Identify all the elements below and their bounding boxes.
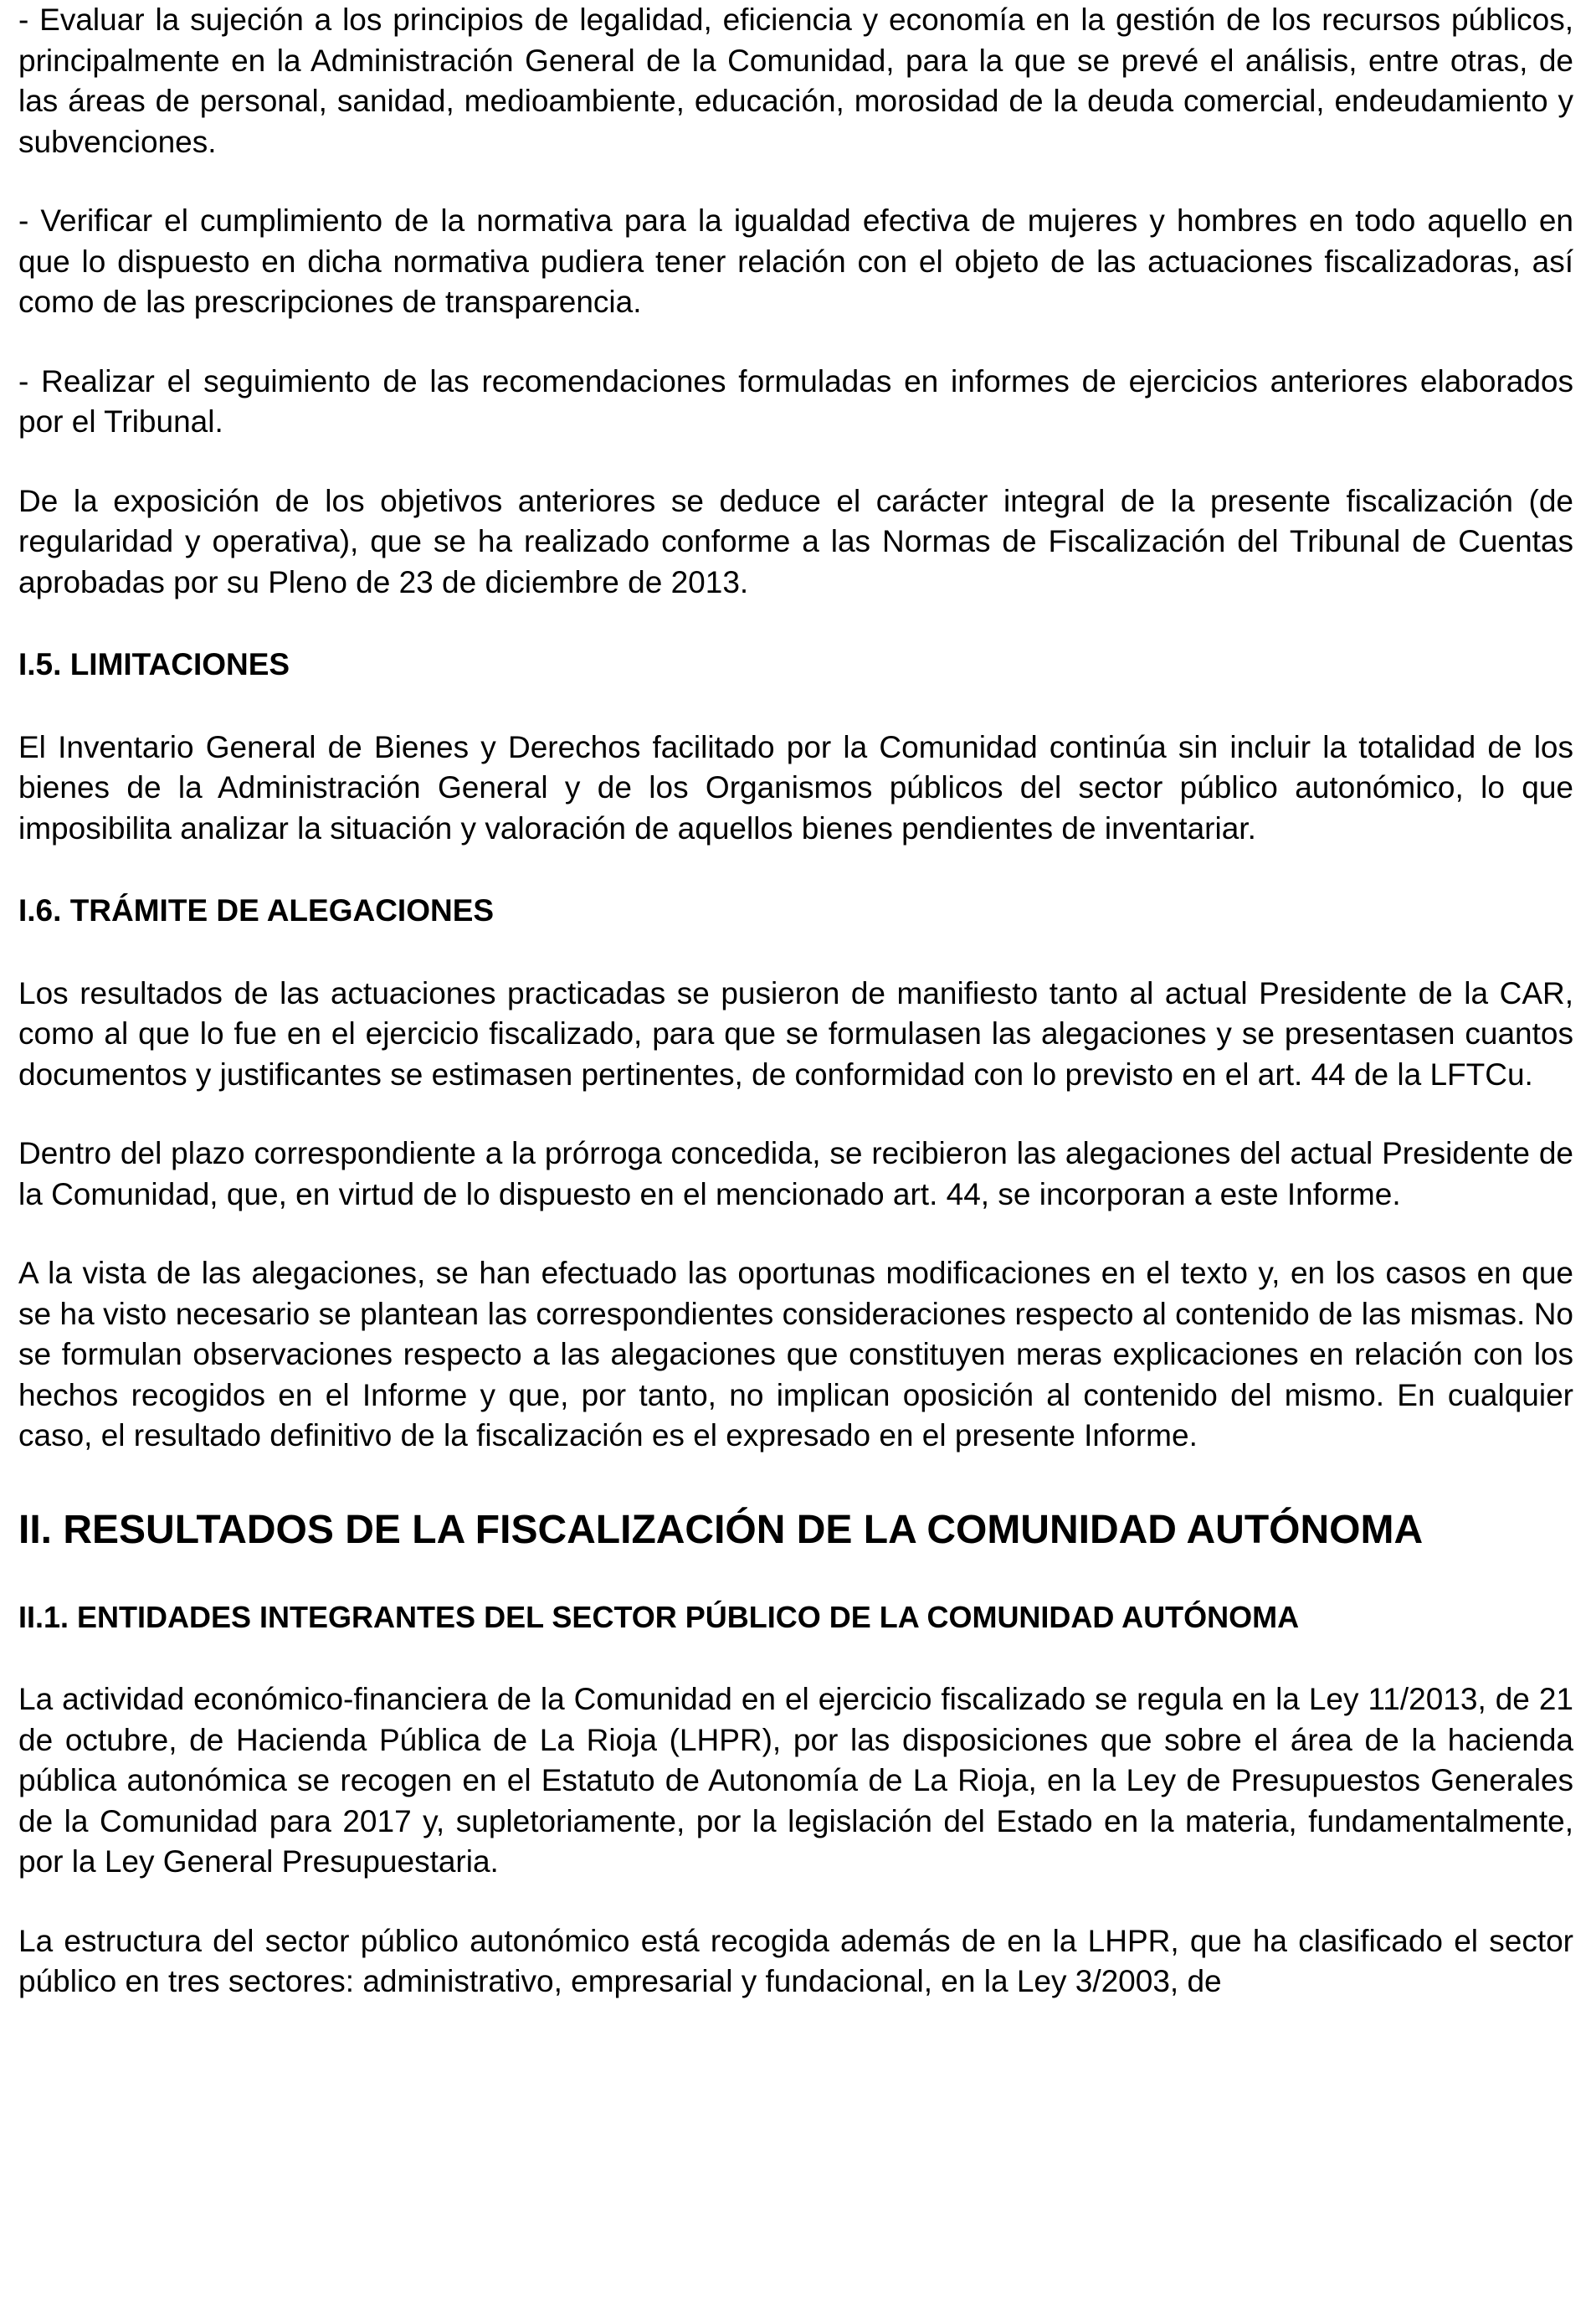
alegaciones-paragraph-1: Los resultados de las actuaciones practicadas se pusieron de manifiesto tanto al actual Presidente de la CAR, como al que lo fue en el ejercicio fiscalizado, para que se formulasen las alegaciones y se presentasen cuantos documentos y justificantes se estimasen pertinentes, de conformidad con lo previsto en el art. 44 de la LFTCu. <box>18 975 1573 1092</box>
objective-legality-paragraph: - Evaluar la sujeción a los principios de legalidad, eficiencia y economía en la gestión de los recursos públicos, principalmente en la Administración General de la Comunidad, para la que se prevé el análisis, entre otras, de las áreas de personal, sanidad, medioambiente, educación, morosidad de la deuda comercial, endeudamiento y subvenciones. <box>18 3 1573 159</box>
resultados-heading: II. RESULTADOS DE LA FISCALIZACIÓN DE LA COMUNIDAD AUTÓNOMA <box>18 1507 1424 1552</box>
objective-equality-paragraph: - Verificar el cumplimiento de la normativa para la igualdad efectiva de mujeres y hombres en todo aquello en que lo dispuesto en dicha normativa pudiera tener relación con el objeto de las actuaciones fiscalizadoras, así como de las prescripciones de transparencia. <box>18 203 1573 319</box>
alegaciones-paragraph-3: A la vista de las alegaciones, se han efectuado las oportunas modificaciones en el texto y, en los casos en que se ha visto necesario se plantean las correspondientes consideraciones respecto al contenido de las mismas. No se formulan observaciones respecto a las alegaciones que constituyen meras explicaciones en relación con los hechos recogidos en el Informe y que, por tanto, no implican oposición al contenido del mismo. En cualquier caso, el resultado definitivo de la fiscalización es el expresado en el presente Informe. <box>18 1256 1573 1452</box>
limitaciones-paragraph: El Inventario General de Bienes y Derechos facilitado por la Comunidad continúa sin incluir la totalidad de los bienes de la Administración General y de los Organismos públicos del sector público autonómico, lo que imposibilita analizar la situación y valoración de aquellos bienes pendientes de inventariar. <box>18 729 1573 846</box>
objectives-summary-paragraph: De la exposición de los objetivos anteriores se deduce el carácter integral de la presente fiscalización (de regularidad y operativa), que se ha realizado conforme a las Normas de Fiscalización del Tribunal de Cuentas aprobadas por su Pleno de 23 de diciembre de 2013. <box>18 483 1573 599</box>
alegaciones-heading: I.6. TRÁMITE DE ALEGACIONES <box>18 893 495 928</box>
document-page <box>18 0 1573 2324</box>
objective-recommendations-paragraph: - Realizar el seguimiento de las recomendaciones formuladas en informes de ejercicios anteriores elaborados por el Tribunal. <box>18 363 1573 439</box>
entidades-paragraph-1: La actividad económico-financiera de la Comunidad en el ejercicio fiscalizado se regula en la Ley 11/2013, de 21 de octubre, de Hacienda Pública de La Rioja (LHPR), por las disposiciones que sobre el área de la hacienda pública autonómica se recogen en el Estatuto de Autonomía de La Rioja, en la Ley de Presupuestos Generales de la Comunidad para 2017 y, supletoriamente, por la legislación del Estado en la materia, fundamentalmente, por la Ley General Presupuestaria. <box>18 1682 1573 1879</box>
limitaciones-heading: I.5. LIMITACIONES <box>18 647 290 681</box>
entidades-heading: II.1. ENTIDADES INTEGRANTES DEL SECTOR PÚBLICO DE LA COMUNIDAD AUTÓNOMA <box>18 1599 1300 1634</box>
alegaciones-paragraph-2: Dentro del plazo correspondiente a la prórroga concedida, se recibieron las alegaciones del actual Presidente de la Comunidad, que, en virtud de lo dispuesto en el mencionado art. 44, se incorporan a este Informe. <box>18 1136 1573 1211</box>
entidades-paragraph-2: La estructura del sector público autonómico está recogida además de en la LHPR, que ha clasificado el sector público en tres sectores: administrativo, empresarial y fundacional, en la Ley 3/2003, de <box>18 1923 1573 1998</box>
